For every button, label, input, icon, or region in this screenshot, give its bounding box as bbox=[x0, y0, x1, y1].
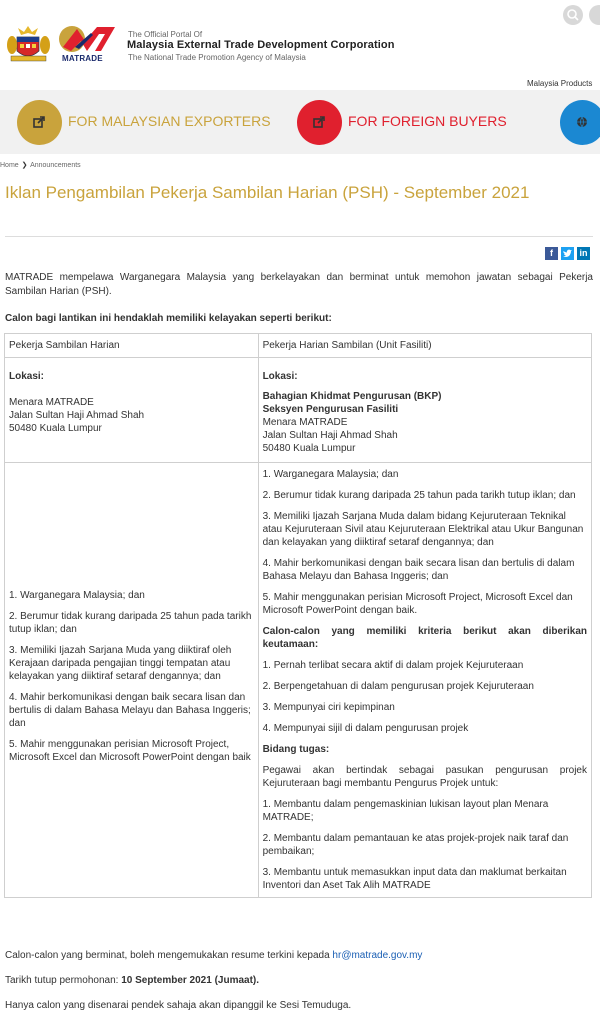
more-button[interactable] bbox=[560, 100, 600, 145]
priority-item: 3. Mempunyai ciri kepimpinan bbox=[262, 702, 395, 713]
col2-requirements bbox=[258, 463, 591, 898]
priority-item: 2. Berpengetahuan di dalam pengurusan projek Kejuruteraan bbox=[262, 681, 534, 692]
duties-heading: Bidang tugas: bbox=[262, 744, 330, 755]
duty-item: 2. Membantu dalam pemantauan ke atas projek-projek naik taraf dan pembaikan; bbox=[262, 833, 569, 857]
table-row bbox=[5, 358, 592, 463]
site-header bbox=[0, 0, 600, 88]
portal-tagline: The Official Portal Of bbox=[128, 30, 203, 39]
table-row bbox=[5, 334, 592, 358]
duties-intro: Pegawai akan bertindak sebagai pasukan pengurusan projek Kejuruteraan bagi membantu Pengurus Projek untuk: bbox=[262, 765, 587, 789]
priority-item: 1. Pernah terlibat secara aktif di dalam projek Kejuruteraan bbox=[262, 660, 524, 671]
closing-date: 10 September 2021 (Jumaat). bbox=[121, 975, 260, 986]
chevron-right-icon: ❯ bbox=[21, 162, 28, 169]
requirement-item: 2. Berumur tidak kurang daripada 25 tahun pada tarikh tutup iklan; dan bbox=[262, 490, 576, 501]
exporters-label[interactable]: FOR MALAYSIAN EXPORTERS bbox=[68, 113, 271, 129]
requirement-item: 5. Mahir menggunakan perisian Microsoft Project, Microsoft Excel dan Microsoft PowerPoint dengan baik. bbox=[262, 592, 573, 616]
shortlist-note: Hanya calon yang disenarai pendek sahaja akan dipanggil ke Sesi Temuduga. bbox=[5, 1000, 352, 1011]
coat-of-arms-icon bbox=[5, 25, 52, 63]
priority-item: 4. Mempunyai sijil di dalam pengurusan projek bbox=[262, 723, 469, 734]
search-icon[interactable] bbox=[563, 5, 583, 25]
twitter-share-icon[interactable] bbox=[561, 247, 574, 260]
divider bbox=[5, 236, 593, 237]
logo-text: MATRADE bbox=[62, 54, 103, 63]
location-section: Seksyen Pengurusan Fasiliti bbox=[262, 404, 399, 415]
breadcrumb bbox=[0, 161, 81, 169]
duty-item: 1. Membantu dalam pengemaskinian lukisan layout plan Menara MATRADE; bbox=[262, 799, 549, 823]
location-line: Menara MATRADE bbox=[9, 397, 94, 408]
requirements-subheading: Calon bagi lantikan ini hendaklah memiliki kelayakan seperti berikut: bbox=[5, 313, 332, 324]
closing-label: Tarikh tutup permohonan: bbox=[5, 975, 122, 986]
globe-icon bbox=[575, 115, 589, 129]
col2-header: Pekerja Harian Sambilan (Unit Fasiliti) bbox=[258, 334, 591, 358]
table-row bbox=[5, 463, 592, 898]
location-line: 50480 Kuala Lumpur bbox=[262, 443, 356, 454]
col1-header: Pekerja Sambilan Harian bbox=[5, 334, 259, 358]
location-department: Bahagian Khidmat Pengurusan (BKP) bbox=[262, 391, 442, 402]
job-table bbox=[4, 333, 592, 898]
audience-banner bbox=[0, 90, 600, 154]
col2-location bbox=[258, 358, 591, 463]
requirement-item: 5. Mahir menggunakan perisian Microsoft Project, Microsoft Excel dan Microsoft PowerPoint dengan baik bbox=[9, 738, 251, 763]
foreign-buyers-button[interactable] bbox=[297, 100, 342, 145]
requirement-item: 3. Memiliki Ijazah Sarjana Muda dalam bidang Kejuruteraan Teknikal atau Kejuruteraan Sivil atau Kejuruteraan Elektrikal atau Ukur Bangunan dan kelayakan yang diiktiraf setaraf dengannya; dan bbox=[262, 511, 584, 548]
requirement-item: 1. Warganegara Malaysia; dan bbox=[9, 589, 145, 601]
portal-name[interactable]: Malaysia External Trade Development Corporation bbox=[127, 39, 395, 51]
requirement-item: 4. Mahir berkomunikasi dengan baik secara lisan dan bertulis di dalam Bahasa Melayu dan Bahasa Inggeris; dan bbox=[9, 691, 251, 729]
location-line: Menara MATRADE bbox=[262, 417, 348, 428]
external-link-icon bbox=[312, 115, 326, 129]
facebook-share-icon[interactable]: f bbox=[545, 247, 558, 260]
exporters-button[interactable] bbox=[17, 100, 62, 145]
requirement-item: 3. Memiliki Ijazah Sarjana Muda yang diiktiraf oleh Kerajaan daripada pengajian tinggi tempatan atau kelayakan yang diiktiraf setaraf dengannya; dan bbox=[9, 644, 232, 682]
apply-paragraph bbox=[5, 949, 593, 963]
email-link[interactable]: hr@matrade.gov.my bbox=[332, 950, 423, 961]
breadcrumb-current[interactable]: Announcements bbox=[30, 162, 81, 169]
col1-location bbox=[5, 358, 259, 463]
location-line: Jalan Sultan Haji Ahmad Shah bbox=[262, 430, 398, 441]
requirement-item: 4. Mahir berkomunikasi dengan baik secara lisan dan bertulis di dalam Bahasa Melayu dan Bahasa Inggeris; dan bbox=[262, 558, 575, 582]
page-title: Iklan Pengambilan Pekerja Sambilan Harian (PSH) - September 2021 bbox=[5, 183, 530, 202]
apply-text: Calon-calon yang berminat, boleh mengemukakan resume terkini kepada bbox=[5, 950, 333, 961]
duty-item: 3. Membantu untuk memasukkan input data dan maklumat berkaitan Inventori dan Aset Tak Alih MATRADE bbox=[262, 867, 567, 891]
linkedin-share-icon[interactable]: in bbox=[577, 247, 590, 260]
intro-paragraph: MATRADE mempelawa Warganegara Malaysia yang berkelayakan dan berminat untuk memohon jawatan sebagai Pekerja Sambilan Harian (PSH). bbox=[5, 272, 593, 297]
closing-paragraph bbox=[5, 974, 593, 988]
breadcrumb-home[interactable]: Home bbox=[0, 162, 19, 169]
col1-requirements bbox=[5, 463, 259, 898]
location-line: 50480 Kuala Lumpur bbox=[9, 423, 102, 434]
menu-icon[interactable] bbox=[589, 5, 600, 25]
malaysia-products-link[interactable]: Malaysia Products bbox=[527, 79, 593, 88]
location-label: Lokasi: bbox=[9, 371, 45, 382]
location-label: Lokasi: bbox=[262, 371, 298, 382]
priority-heading: Calon-calon yang memiliki kriteria berikut akan diberikan keutamaan: bbox=[262, 626, 587, 650]
portal-subtitle: The National Trade Promotion Agency of Malaysia bbox=[128, 53, 306, 62]
location-line: Jalan Sultan Haji Ahmad Shah bbox=[9, 410, 145, 421]
external-link-icon bbox=[32, 115, 46, 129]
foreign-buyers-label[interactable]: FOR FOREIGN BUYERS bbox=[348, 113, 507, 129]
requirement-item: 2. Berumur tidak kurang daripada 25 tahun pada tarikh tutup iklan; dan bbox=[9, 610, 252, 635]
requirement-item: 1. Warganegara Malaysia; dan bbox=[262, 469, 399, 480]
